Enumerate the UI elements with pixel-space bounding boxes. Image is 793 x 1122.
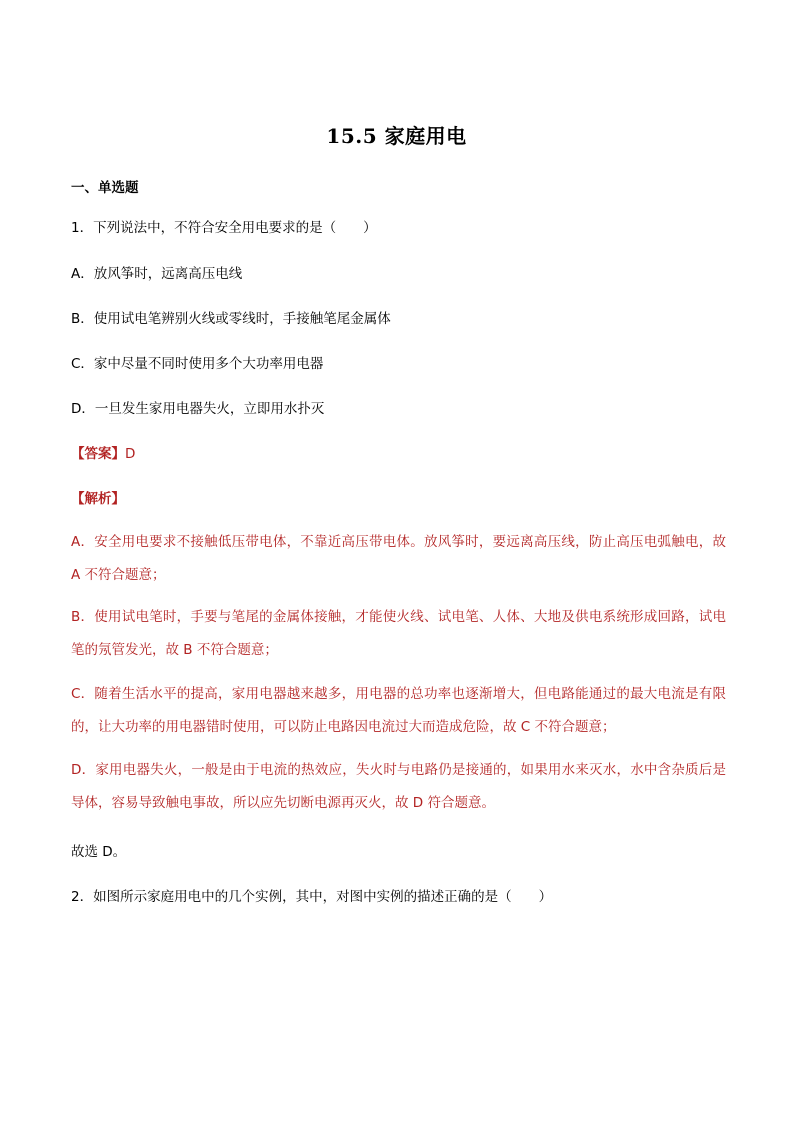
analysis-label: 【解析】 (71, 491, 125, 507)
option-a: A．放风筝时，远离高压电线 (71, 266, 243, 282)
analysis-a: A．安全用电要求不接触低压带电体，不靠近高压带电体。放风筝时，要远离高压线，防止高压电弧触电，故 A 不符合题意； (71, 534, 726, 583)
option-b: B．使用试电笔辨别火线或零线时，手接触笔尾金属体 (71, 311, 391, 327)
answer-label: 【答案】 (71, 446, 125, 462)
option-d: D．一旦发生家用电器失火，立即用水扑灭 (71, 401, 325, 417)
question-2-stem: 2．如图所示家庭用电中的几个实例，其中，对图中实例的描述正确的是（ ） (71, 889, 553, 905)
answer-line (71, 442, 135, 462)
analysis-c: C．随着生活水平的提高，家用电器越来越多，用电器的总功率也逐渐增大，但电路能通过的最大电流是有限的，让大功率的用电器错时使用，可以防止电路因电流过大而造成危险，故 C 不符合题意； (71, 686, 726, 735)
option-c: C．家中尽量不同时使用多个大功率用电器 (71, 356, 324, 372)
question-1-stem: 1．下列说法中，不符合安全用电要求的是（ ） (71, 220, 377, 236)
page-title: 15.5 家庭用电 (326, 124, 467, 148)
analysis-b: B．使用试电笔时，手要与笔尾的金属体接触，才能使火线、试电笔、人体、大地及供电系统形成回路，试电笔的氖管发光，故 B 不符合题意； (71, 609, 726, 658)
section-heading: 一、单选题 (71, 180, 139, 196)
conclusion: 故选 D。 (71, 844, 127, 860)
answer-value: D (125, 446, 136, 462)
analysis-d: D．家用电器失火，一般是由于电流的热效应，失火时与电路仍是接通的，如果用水来灭水，水中含杂质后是导体，容易导致触电事故，所以应先切断电源再灭火，故 D 符合题意。 (71, 762, 726, 811)
